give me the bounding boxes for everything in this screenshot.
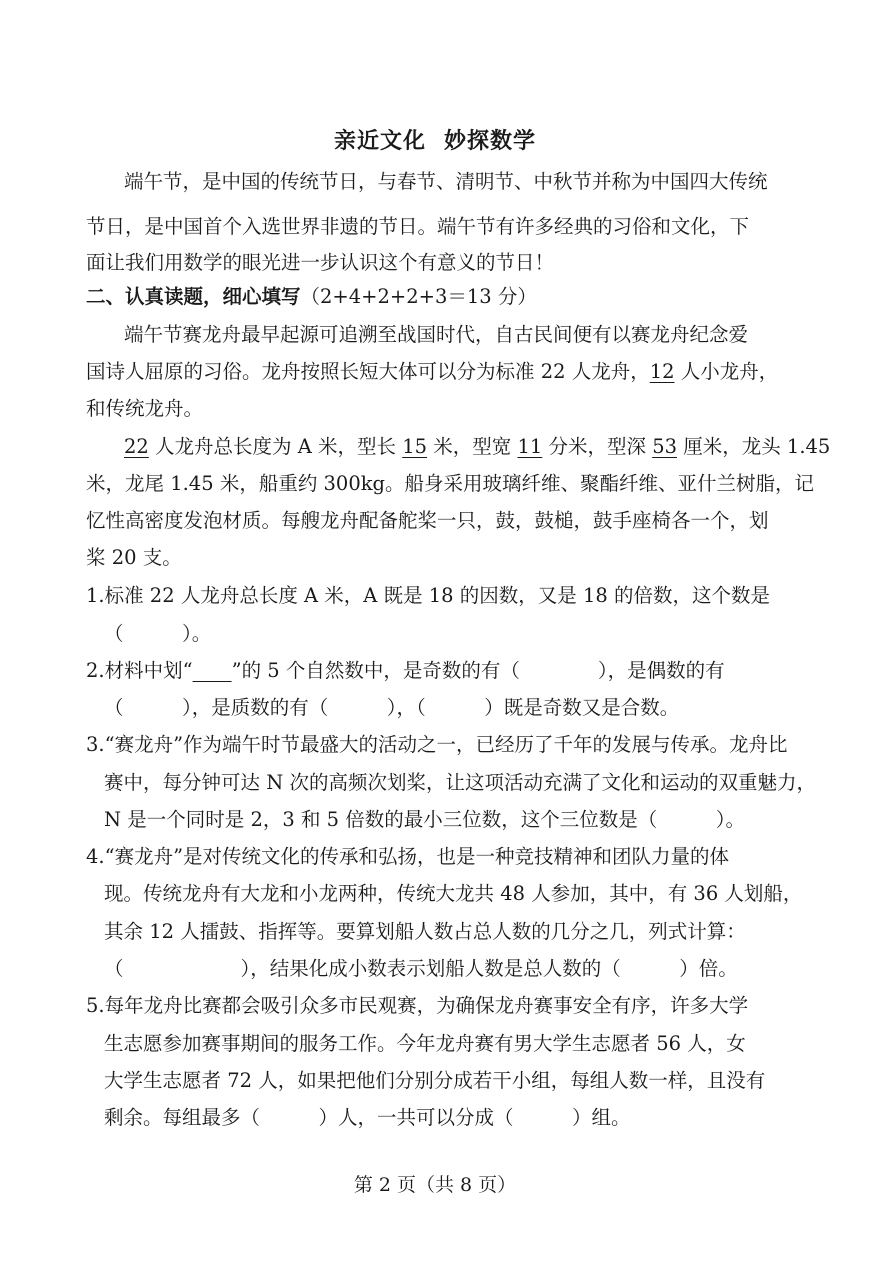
passage-p2-line-3: 忆性高密度发泡材质。每艘龙舟配备舵桨一只，鼓，鼓槌，鼓手座椅各一个，划 xyxy=(86,509,769,532)
intro-line-3: 面让我们用数学的眼光进一步认识这个有意义的节日！ xyxy=(86,251,555,274)
underlined-number: 11 xyxy=(517,435,543,458)
section-points: （2+4+2+2+3＝13 分） xyxy=(300,285,537,308)
question-5-line-4[interactable]: 剩余。每组最多（ ）人，一共可以分成（ ）组。 xyxy=(104,1106,631,1129)
question-5-line-1: 5.每年龙舟比赛都会吸引众多市民观赛，为确保龙舟赛事安全有序，许多大学 xyxy=(86,994,749,1017)
intro-line-1: 端午节，是中国的传统节日，与春节、清明节、中秋节并称为中国四大传统 xyxy=(124,170,768,193)
question-5-line-3: 大学生志愿者 72 人，如果把他们分别分成若干小组，每组人数一样，且没有 xyxy=(104,1069,766,1092)
question-3-line-3[interactable]: N 是一个同时是 2，3 和 5 倍数的最小三位数，这个三位数是（ ）。 xyxy=(104,808,746,831)
page-title xyxy=(0,124,870,155)
question-5-line-2: 生志愿参加赛事期间的服务工作。今年龙舟赛有男大学生志愿者 56 人，女 xyxy=(104,1032,746,1055)
passage-p2-line-2: 米，龙尾 1.45 米，船重约 300kg。船身采用玻璃纤维、聚酯纤维、亚什兰树脂，记 xyxy=(86,472,815,495)
question-3-line-2: 赛中，每分钟可达 N 次的高频次划桨，让这项活动充满了文化和运动的双重魅力， xyxy=(104,771,816,794)
question-1-answer-blank[interactable]: （ ）。 xyxy=(104,622,212,645)
title-part1: 亲近文化 xyxy=(333,128,426,154)
underlined-number: 22 xyxy=(124,435,149,458)
page-footer: 第 2 页（共 8 页） xyxy=(353,1174,517,1196)
question-2-line-2[interactable]: （ ），是质数的有（ ），（ ）既是奇数又是合数。 xyxy=(104,696,680,719)
title-part2: 妙探数学 xyxy=(444,128,537,154)
question-1-line-1: 1.标准 22 人龙舟总长度 A 米，A 既是 18 的因数，又是 18 的倍数，这个数是 xyxy=(86,584,770,607)
passage-p1-line-3: 和传统龙舟。 xyxy=(86,397,204,420)
question-3-line-1: 3.“赛龙舟”作为端午时节最盛大的活动之一，已经历了千年的发展与传承。龙舟比 xyxy=(86,733,788,756)
passage-p1-line-2: 国诗人屈原的习俗。龙舟按照长短大体可以分为标准 22 人龙舟，12 人小龙舟， xyxy=(86,360,779,383)
underline-mark xyxy=(193,659,232,682)
section-heading xyxy=(86,284,786,310)
question-4-line-4[interactable]: （ ），结果化成小数表示划船人数是总人数的（ ）倍。 xyxy=(104,957,738,980)
underlined-number: 12 xyxy=(649,360,675,383)
question-4-line-1: 4.“赛龙舟”是对传统文化的传承和弘扬，也是一种竞技精神和团队力量的体 xyxy=(86,845,730,868)
question-4-line-3: 其余 12 人擂鼓、指挥等。要算划船人数占总人数的几分之几，列式计算： xyxy=(104,920,746,943)
question-2-line-1: 2.材料中划“ ”的 5 个自然数中，是奇数的有（ ），是偶数的有 xyxy=(86,659,725,682)
passage-p2-line-1: 22 人龙舟总长度为 A 米，型长 15 米，型宽 11 分米，型深 53 厘米，龙头 1.45 xyxy=(124,435,831,458)
intro-line-2: 节日，是中国首个入选世界非遗的节日。端午节有许多经典的习俗和文化，下 xyxy=(86,215,750,238)
section-title: 二、认真读题，细心填写 xyxy=(86,285,301,308)
underlined-number: 53 xyxy=(652,435,678,458)
passage-p2-line-4: 桨 20 支。 xyxy=(86,546,182,569)
passage-p1-line-1: 端午节赛龙舟最早起源可追溯至战国时代，自古民间便有以赛龙舟纪念爱 xyxy=(124,323,749,346)
question-4-line-2: 现。传统龙舟有大龙和小龙两种，传统大龙共 48 人参加，其中，有 36 人划船， xyxy=(104,882,803,905)
underlined-number: 15 xyxy=(402,435,428,458)
